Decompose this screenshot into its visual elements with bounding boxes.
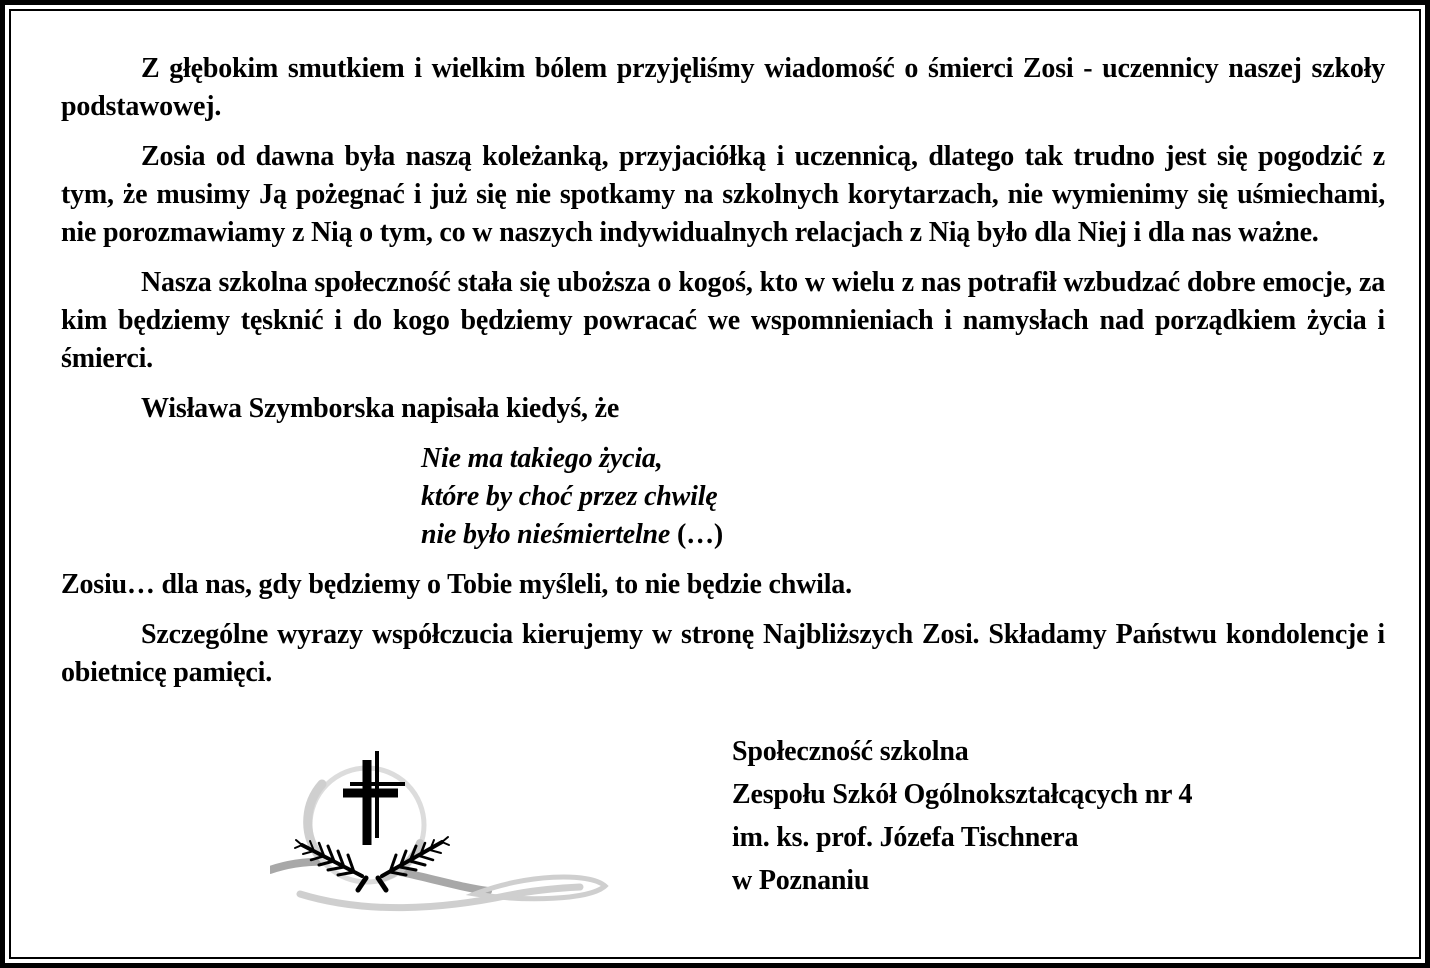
- poem-line: które by choć przez chwilę: [421, 481, 718, 512]
- signature-line: w Poznaniu: [732, 865, 870, 896]
- school-logo-graphic: [270, 748, 620, 923]
- paragraph-community: Nasza szkolna społeczność stała się uboższa o kogoś, kto w wielu z nas potrafił wzbudzać dobre emocje, za kim będziemy tęsknić i do kogo będziemy powracać we wspomnieniach i namysłach nad porządkiem życia i śmierci.: [61, 267, 1385, 374]
- poem-quote: [421, 440, 1385, 554]
- dedication-line: Zosiu… dla nas, gdy będziemy o Tobie myśleli, to nie będzie chwila.: [61, 569, 852, 600]
- signature-block: [732, 730, 1192, 902]
- signature-line: Społeczność szkolna: [732, 736, 969, 767]
- poem-line-text: nie było nieśmiertelne: [421, 519, 671, 550]
- signature-line: Zespołu Szkół Ogólnokształcących nr 4: [732, 779, 1193, 810]
- poem-line: Nie ma takiego życia,: [421, 443, 663, 474]
- paragraph-intro: Z głębokim smutkiem i wielkim bólem przyjęliśmy wiadomość o śmierci Zosi - uczennicy naszej szkoły podstawowej.: [61, 53, 1385, 122]
- poem-ellipsis: (…): [676, 519, 724, 550]
- school-logo: [270, 748, 620, 923]
- poem-line: [421, 516, 1385, 554]
- paragraph-farewell: Zosia od dawna była naszą koleżanką, przyjaciółką i uczennicą, dlatego tak trudno jest się pogodzić z tym, że musimy Ją pożegnać i już się nie spotkamy na szkolnych korytarzach, nie wymienimy się uśmiechami, nie porozmawiamy z Nią o tym, co w naszych indywidualnych relacjach z Nią było dla Niej i dla nas ważne.: [61, 141, 1385, 248]
- paragraph-condolence: Szczególne wyrazy współczucia kierujemy w stronę Najbliższych Zosi. Składamy Państwu kondolencje i obietnicę pamięci.: [61, 619, 1385, 688]
- signature-line: im. ks. prof. Józefa Tischnera: [732, 822, 1079, 853]
- quote-intro: Wisława Szymborska napisała kiedyś, że: [141, 393, 620, 424]
- document-inner-frame: [9, 9, 1421, 959]
